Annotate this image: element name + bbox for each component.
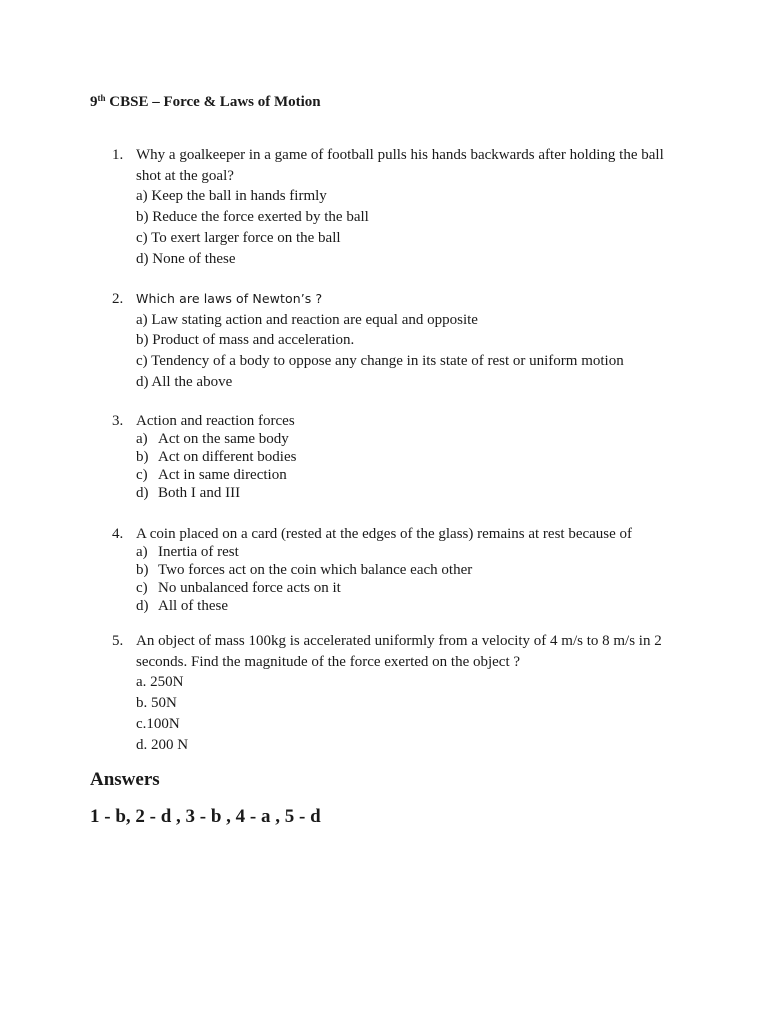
title-text: CBSE – Force & Laws of Motion [105, 94, 321, 110]
question-text-line: Which are laws of Newton’s ? [136, 291, 323, 306]
option-a: a) Keep the ball in hands firmly [136, 188, 327, 205]
question-stem [112, 412, 712, 430]
question-text-line: shot at the goal? [136, 167, 234, 184]
option-a [112, 430, 712, 448]
option-b [112, 561, 712, 579]
option-label: d) [136, 485, 149, 501]
answers-heading: Answers [90, 769, 160, 790]
option-d: d. 200 N [136, 736, 189, 753]
option-text: Both I and III [158, 485, 241, 501]
question-stem [112, 631, 712, 652]
option-label: a) [136, 544, 148, 560]
option-b: b) Reduce the force exerted by the ball [136, 209, 369, 226]
question-number: 2. [112, 291, 124, 307]
option-a: a. 250N [136, 674, 184, 691]
question-5 [112, 631, 712, 755]
option-c: c.100N [136, 715, 180, 732]
option-label: d) [136, 598, 149, 614]
option-c [112, 579, 712, 597]
question-stem-continued [112, 652, 712, 673]
question-stem [112, 289, 712, 310]
question-text-line: Why a goalkeeper in a game of football pulls his hands backwards after holding the ball [136, 147, 664, 163]
question-stem [112, 145, 712, 166]
option-label: c) [136, 580, 148, 596]
option-a: a) Law stating action and reaction are equal and opposite [136, 311, 478, 328]
question-text-line: Action and reaction forces [136, 413, 295, 429]
question-stem-continued [112, 166, 712, 187]
option-text: No unbalanced force acts on it [158, 580, 341, 596]
question-text-line: A coin placed on a card (rested at the edges of the glass) remains at rest because of [136, 526, 633, 542]
option-c: c) Tendency of a body to oppose any change in its state of rest or uniform motion [136, 353, 624, 370]
option-b: b. 50N [136, 695, 177, 712]
option-d: d) All the above [136, 373, 233, 390]
question-number: 3. [112, 413, 124, 429]
option-label: c) [136, 467, 148, 483]
question-1 [112, 145, 712, 269]
question-text-line: An object of mass 100kg is accelerated uniformly from a velocity of 4 m/s to 8 m/s in 2 [136, 633, 662, 649]
option-d [112, 484, 712, 502]
option-text: Act in same direction [158, 467, 287, 483]
option-text: Two forces act on the coin which balance each other [158, 562, 473, 578]
question-number: 1. [112, 147, 124, 163]
option-d: d) None of these [136, 250, 236, 267]
option-d [112, 597, 712, 615]
option-label: b) [136, 562, 149, 578]
answer-key: 1 - b, 2 - d , 3 - b , 4 - a , 5 - d [90, 806, 321, 827]
option-c [112, 466, 712, 484]
option-b [112, 448, 712, 466]
question-number: 4. [112, 526, 124, 542]
question-stem [112, 525, 712, 543]
option-label: a) [136, 431, 148, 447]
title-grade-superscript: th [97, 93, 106, 103]
question-2 [112, 289, 712, 393]
question-3 [112, 412, 712, 502]
option-text: Act on different bodies [158, 449, 297, 465]
question-number: 5. [112, 633, 124, 649]
page-title [90, 92, 321, 112]
option-c: c) To exert larger force on the ball [136, 229, 341, 246]
option-a [112, 543, 712, 561]
title-grade: 9 [90, 94, 98, 110]
option-label: b) [136, 449, 149, 465]
option-text: Act on the same body [158, 431, 289, 447]
option-text: All of these [158, 598, 228, 614]
question-text-line: seconds. Find the magnitude of the force exerted on the object ? [136, 653, 521, 670]
option-text: Inertia of rest [158, 544, 239, 560]
option-b: b) Product of mass and acceleration. [136, 332, 355, 349]
question-4 [112, 525, 712, 615]
